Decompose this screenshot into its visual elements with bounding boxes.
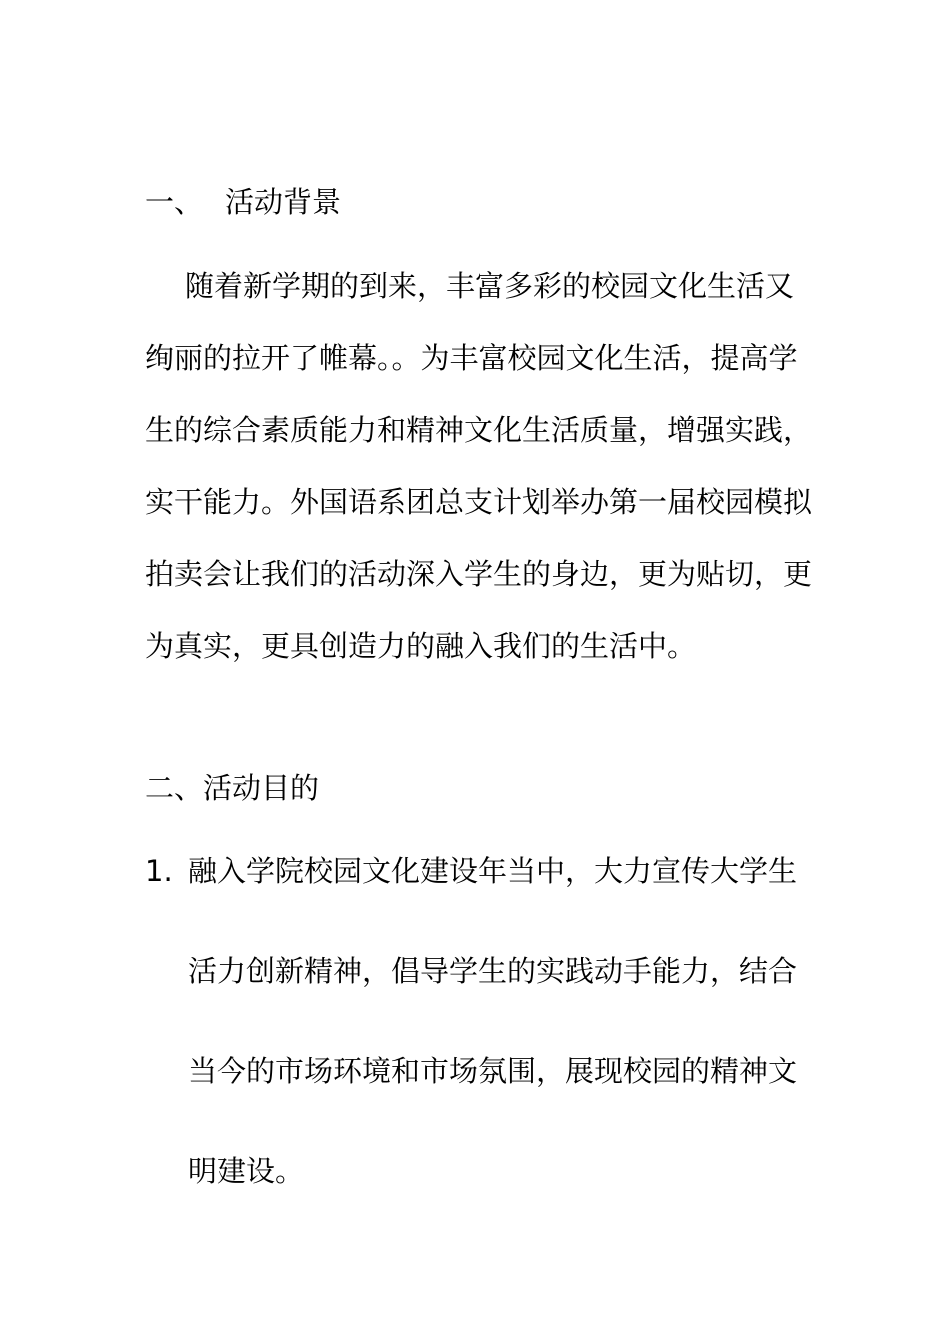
- section-number: 一、: [145, 185, 204, 219]
- section-title: 活动背景: [225, 185, 342, 219]
- paragraph-line: 为真实，更具创造力的融入我们的生活中。: [145, 629, 697, 663]
- paragraph-line: 实干能力。外国语系团总支计划举办第一届校园模拟: [145, 485, 813, 519]
- paragraph-line: 随着新学期的到来，丰富多彩的校园文化生活又: [185, 269, 795, 303]
- paragraph-line: 绚丽的拉开了帷幕。。为丰富校园文化生活，提高学: [145, 341, 798, 375]
- section-heading-purpose: 二、活动目的: [145, 771, 320, 805]
- list-marker: 1.: [145, 854, 173, 888]
- list-item-line: 融入学院校园文化建设年当中，大力宣传大学生: [188, 854, 798, 888]
- paragraph-line: 拍卖会让我们的活动深入学生的身边，更为贴切，更: [145, 557, 813, 591]
- list-item-line: 活力创新精神，倡导学生的实践动手能力，结合: [188, 954, 798, 988]
- paragraph-line: 生的综合素质能力和精神文化生活质量，增强实践，: [145, 413, 813, 447]
- list-item-line: 明建设。: [188, 1154, 305, 1188]
- section-heading-background: [145, 182, 341, 222]
- list-item-line: 当今的市场环境和市场氛围，展现校园的精神文: [188, 1054, 798, 1088]
